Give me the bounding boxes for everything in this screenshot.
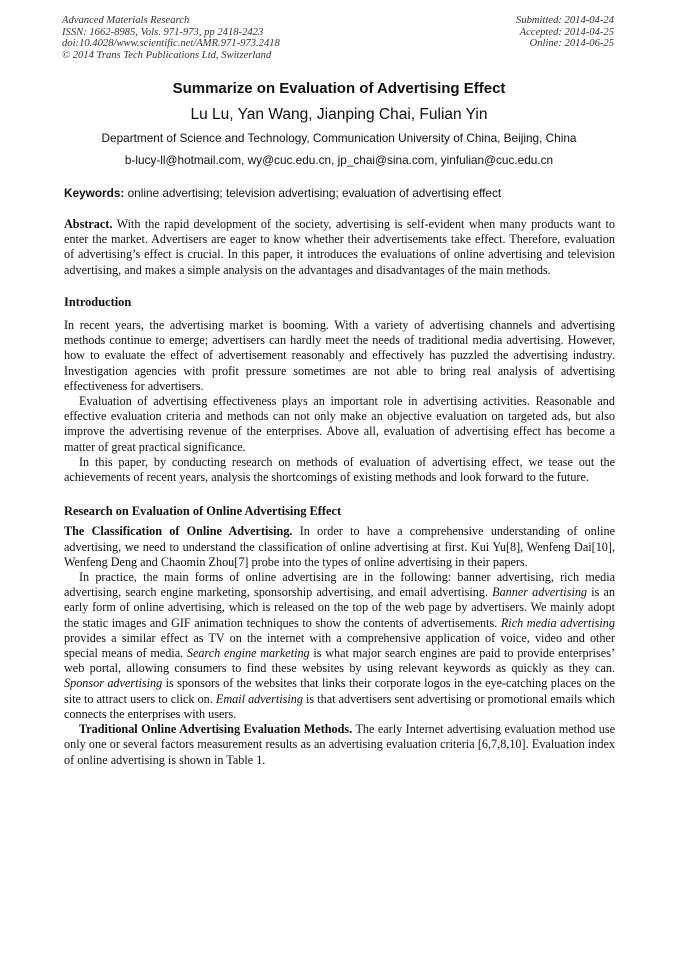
forms-text-e: is sponsors of the websites that links their corporate logos in the eye-catching places on the site to attract users to click on. [64,676,615,706]
forms-text-a: In practice, the main forms of online advertising are in the following: banner advertising, rich media advertising, search engine marketing, sponsorship advertising, and email advertising. [64,570,615,600]
paper-title: Summarize on Evaluation of Advertising Effect [172,80,506,97]
submitted-date: Submitted: 2014-04-24 [516,15,614,26]
forms-text-f: is that advertisers sent advertising or promotional emails which connects the enterprises with users. [64,691,616,721]
submission-dates [516,15,614,50]
intro-paragraph-3: In this paper, by conducting research on methods of evaluation of advertising effect, we tease out the achievements of recent years, analysis the shortcomings of existing methods and look forward to the future. [64,454,615,485]
term-banner-advertising: Banner advertising [492,585,588,600]
traditional-methods-lead: Traditional Online Advertising Evaluation Methods. [79,722,353,737]
term-email-advertising: Email advertising [215,691,303,706]
section-heading-online-advertising: Research on Evaluation of Online Advertising Effect [64,504,342,519]
accepted-date: Accepted: 2014-04-25 [519,26,614,38]
classification-lead: The Classification of Online Advertising. [64,524,293,539]
intro-paragraph-1: In recent years, the advertising market is booming. With a variety of advertising channels and advertising methods continue to emerge; advertisers can hardly meet the needs of traditional media advertising. However, how to evaluate the effect of advertisement reasonably and effectively has puzzled the advertising industry. Investigation agencies with profit pressure sometimes are not able to bring real analysis of advertising effectiveness for advertisers. [64,318,615,393]
traditional-methods-text: The early Internet advertising evaluation method use only one or several factors measurement results as an advertising evaluation criteria [6,7,8,10]. Evaluation index of online advertising is shown in Table 1. [64,722,615,767]
author-list: Lu Lu, Yan Wang, Jianping Chai, Fulian Yin [190,106,488,123]
affiliation: Department of Science and Technology, Communication University of China, Beijing, China [101,131,577,145]
doi-line: doi:10.4028/www.scientific.net/AMR.971-973.2418 [62,38,280,50]
keywords-label: Keywords: [64,186,125,200]
journal-name: Advanced Materials Research [62,15,190,26]
abstract-text: With the rapid development of the society, advertising is self-evident when many products want to enter the market. Advertisers are eager to know whether their advertisements take effect. Therefore, evaluation of advertising’s effect is crucial. In this paper, it introduces the evaluations of online advertising and television advertising, and makes a simple analysis on the advantages and disadvantages of the main methods. [64,217,615,277]
author-emails: b-lucy-ll@hotmail.com, wy@cuc.edu.cn, jp_chai@sina.com, yinfulian@cuc.edu.cn [124,153,554,167]
keywords-text: online advertising; television advertising; evaluation of advertising effect [124,186,502,200]
forms-text-c: provides a similar effect as TV on the internet with a comprehensive application of voice, video and other special means of media. [64,630,615,661]
forms-text-b: is an early form of online advertising, which is released on the top of the web page by advertisers. We mainly adopt the static images and GIF animation techniques to show the contents of advertisements. [64,585,615,630]
traditional-methods-paragraph [64,722,615,768]
journal-info [62,15,280,61]
classification-text: In order to have a comprehensive understanding of online advertising, we need to understand the classification of online advertising at first. Kui Yu[8], Wenfeng Dai[10], Wenfeng Deng and Chaomin Zhou[7] probe into the types of online advertising in their papers. [64,524,616,569]
term-rich-media-advertising: Rich media advertising [500,615,615,630]
intro-paragraph-2: Evaluation of advertising effectiveness plays an important role in advertising activities. Reasonable and effective evaluation criteria and methods can not only make an objective evaluation on targeted ads, but also improve the advertising revenue of the enterprises. Above all, evaluation of advertising effect has become a matter of great practical significance. [64,394,615,454]
introduction-heading: Introduction [64,294,132,309]
online-date: Online: 2014-06-25 [529,38,614,50]
forms-text-d: is what major search engines are paid to provide enterprises’ web portal, allowing consumers to find these websites by using relevant keywords as quickly as they can. [64,646,615,676]
abstract-label: Abstract. [64,217,113,231]
term-sponsor-advertising: Sponsor advertising [64,676,163,691]
paper-body [64,217,615,768]
keywords [64,186,616,200]
issn-line: ISSN: 1662-8985, Vols. 971-973, pp 2418-2423 [62,26,264,38]
copyright-line: © 2014 Trans Tech Publications Ltd, Switzerland [62,49,272,61]
term-search-engine-marketing: Search engine marketing [186,646,310,661]
classification-paragraph [64,524,615,570]
abstract [64,217,615,278]
forms-paragraph [64,570,615,722]
